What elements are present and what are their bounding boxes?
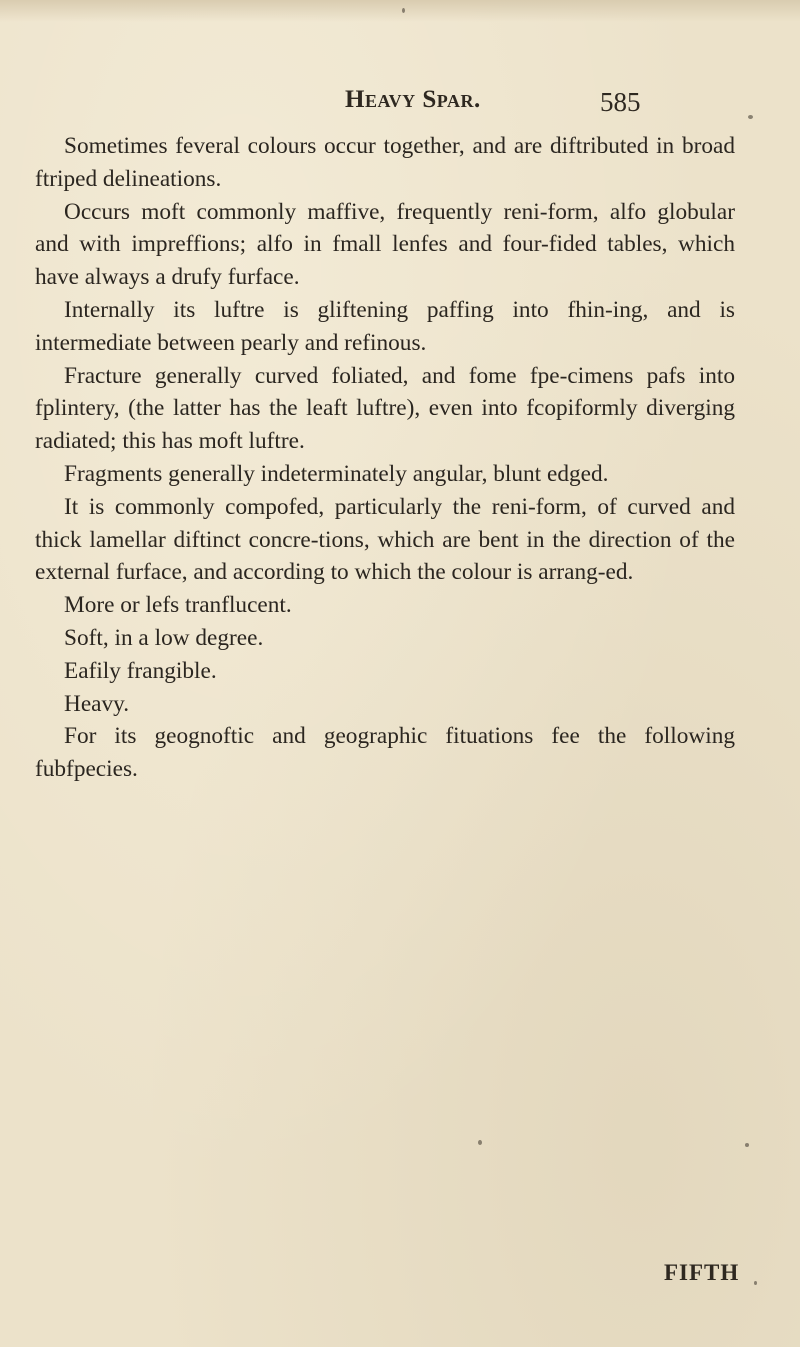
ink-speck xyxy=(754,1281,757,1285)
paragraph-hardness: Soft, in a low degree. xyxy=(64,624,264,651)
ink-speck xyxy=(745,1143,749,1147)
body-text xyxy=(35,130,735,786)
paragraph-weight: Heavy. xyxy=(64,690,130,717)
running-head-title: Heavy Spar. xyxy=(345,86,481,113)
catchword: FIFTH xyxy=(664,1260,740,1285)
page-top-edge xyxy=(0,0,800,22)
running-head xyxy=(0,86,800,126)
paragraph-fragments: Fragments generally indeterminately angular, blunt edged. xyxy=(64,460,609,487)
paragraph-luster: Internally its luftre is gliftening paffing into fhin-ing, and is intermediate between pearly and refinous. xyxy=(35,296,735,356)
paragraph-translucency: More or lefs tranflucent. xyxy=(64,592,292,619)
paragraph-occurrence: Occurs moft commonly maffive, frequently reni-form, alfo globular and with impreffions; alfo in fmall lenfes and four-fided tables, which have always a drufy furface. xyxy=(35,198,735,291)
paragraph-colours: Sometimes feveral colours occur together, and are diftributed in broad ftriped delineations. xyxy=(35,133,735,192)
page-number: 585 xyxy=(600,87,641,117)
ink-speck xyxy=(478,1140,482,1145)
paragraph-situations: For its geognoftic and geographic fituations fee the following fubfpecies. xyxy=(35,723,735,783)
paragraph-composition: It is commonly compofed, particularly the reni-form, of curved and thick lamellar diftinct concre-tions, which are bent in the direction of the external furface, and according to which the colour is arrang-ed. xyxy=(35,493,735,586)
paragraph-frangibility: Eafily frangible. xyxy=(64,657,217,684)
paragraph-fracture: Fracture generally curved foliated, and fome fpe-cimens pafs into fplintery, (the latter has the leaft luftre), even into fcopiformly diverging radiated; this has moft luftre. xyxy=(35,362,735,455)
ink-speck xyxy=(748,115,753,119)
ink-speck xyxy=(402,8,405,13)
